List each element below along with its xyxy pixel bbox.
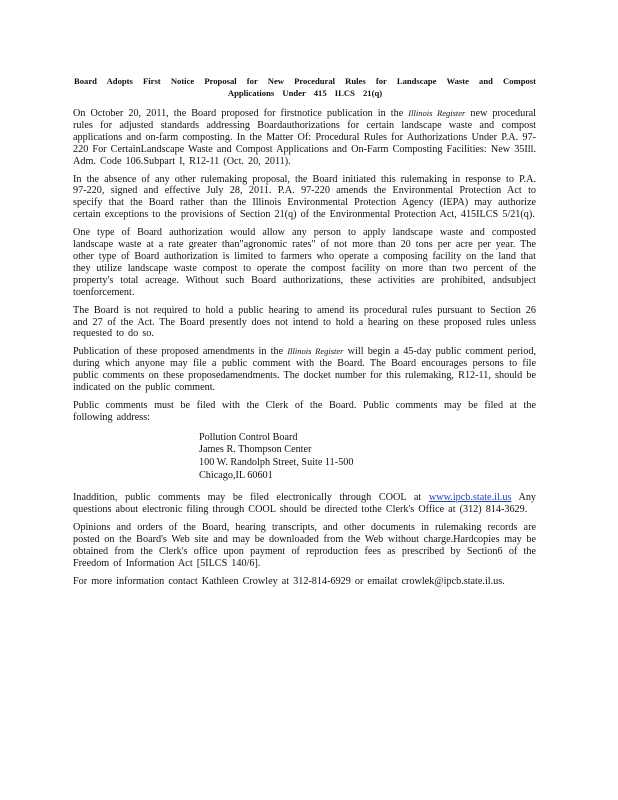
paragraph-text: will begin a 45-day public comment period, during which anyone may file a public comment with the Board. The Board encourages persons to file public comments on these proposedamendments. The docket number for this rulemaking, R12-11, should be indicated on the public comment.: [73, 346, 536, 394]
paragraph-hearing: The Board is not required to hold a public hearing to amend its procedural rules pursuant to Section 26 and 27 of the Act. The Board presently does not intend to hold a hearing on these proposed rules unless requested to do so.: [73, 304, 536, 340]
paragraph-filing: Public comments must be filed with the Clerk of the Board. Public comments may be filed at the following address:: [73, 399, 536, 423]
address-line: 100 W. Randolph Street, Suite 11-500: [199, 456, 354, 468]
paragraph-text: On October 20, 2011, the Board proposed for firstnotice publication in the: [73, 108, 404, 119]
paragraph-text: Inaddition, public comments may be filed electronically through COOL at: [73, 492, 422, 504]
paragraph-documents: Opinions and orders of the Board, hearing transcripts, and other documents in rulemaking records are posted on the Board's Web site and may be downloaded from the Web without charge.Hardcopies may be obtained from the Clerk's office upon payment of reproduction fees as prescribed by Section6 of the Freedom of Information Act [5ILCS 140/6].: [73, 521, 536, 569]
address-line: James R. Thompson Center: [199, 444, 312, 456]
page-title: Board Adopts First Notice Proposal for New Procedural Rules for Landscape Waste and Compost Applications Under 415 ILCS 21(q): [74, 76, 536, 98]
paragraph-comment-period: [73, 346, 536, 394]
paragraph-text: Publication of these proposed amendments in the: [73, 346, 284, 358]
website-link[interactable]: www.ipcb.state.il.us: [428, 492, 512, 504]
paragraph-electronic-filing: [73, 492, 536, 516]
address-line: Chicago,IL 60601: [199, 469, 273, 481]
paragraph-background: In the absence of any other rulemaking proposal, the Board initiated this rulemaking in response to P.A. 97-220, signed and effective July 28, 2011. P.A. 97-220 amends the Environmental Protection Act to specify that the Board rather than the Illinois Environmental Protection Agency (IEPA) may authorize certain exceptions to the provisions of Section 21(q) of the Environmental Protection Act, 415ILCS 5/21(q).: [73, 173, 536, 221]
paragraph-text: new procedural rules for adjusted standards addressing Boardauthorizations for certain landscape waste and compost applications and on-farm composting. In the Matter Of: Procedural Rules for Authorizations Under P.A. 97-220 For CertainLandscape Waste and Compost Applications and On-Farm Composting Facilities: New 35Ill. Adm. Code 106.Subpart I, R12-11 (Oct. 20, 2011).: [73, 108, 536, 167]
paragraph-authorization-types: One type of Board authorization would allow any person to apply landscape waste and composted landscape waste at a rate greater than"agronomic rates" of not more than 20 tons per acre per year. The other type of Board authorization is limited to farmers who operate a composing facility on the land that they utilize landscape waste compost to operate the compost facility on more than two percent of the property's total acreage. Without such Board authorizations, these activities are prohibited, andsubject toenforcement.: [73, 227, 536, 298]
mailing-address: [199, 432, 536, 482]
paragraph-text: Any questions about electronic filing through COOL should be directed tothe Clerk's Office at (312) 814-3629.: [73, 492, 537, 516]
publication-name: Illinois Register: [408, 108, 466, 118]
document-body: [73, 108, 536, 593]
paragraph-proposal: [73, 108, 536, 168]
publication-name: Illinois Register: [287, 346, 344, 357]
paragraph-contact: For more information contact Kathleen Crowley at 312-814-6929 or emailat crowlek@ipcb.state.il.us.: [73, 575, 505, 587]
address-line: Pollution Control Board: [199, 431, 298, 443]
